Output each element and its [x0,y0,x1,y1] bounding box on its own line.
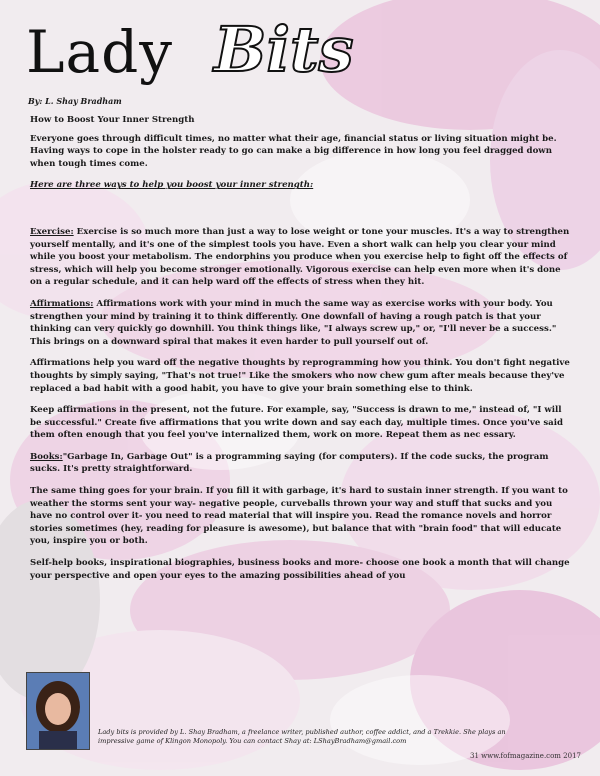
affirmations-paragraph-2: Affirmations help you ward off the negative thoughts by reprogramming how you think. You don't fight negative thoughts by simply saying, "That's not true!" Like the smokers who now chew gum after meals because they've replaced a bad habit with a good habit, you have to give your brain something else to think. [30,358,570,394]
article-body [30,114,570,591]
books-text: "Garbage In, Garbage Out" is a programming saying (for computers). If the code sucks, the program sucks. It's pretty straightforward. [30,451,549,475]
article-heading: How to Boost Your Inner Strength [30,115,195,125]
books-paragraph-2: The same thing goes for your brain. If you fill it with garbage, it's hard to sustain inner strength. If you want to weather the storms sent your way- negative people, curveballs thrown your way and stuff that sucks and you have no control over it- you need to read material that will inspire you. Read the romance novels and horror stories sometimes (hey, reading for pleasure is awesome), but balance that with "brain food" that will educate you, inspire you or both. [30,486,568,547]
exercise-text: Exercise is so much more than just a way to lose weight or tone your muscles. It's a way to strengthen yourself mentally, and it's one of the simplest tools you have. Even a short walk can help you clear your mind while you boost your metabolism. The endorphins you produce when you exercise help to fight off the effects of stress, which will help you become stronger emotionally. Vigorous exercise can help even more when it's done on a regular schedule, and it can help ward off the effects of stress when they hit. [30,226,570,288]
affirmations-lead: Affirmations: [30,298,94,309]
exercise-paragraph [30,226,570,289]
affirmations-text: Affirmations work with your mind in much the same way as exercise works with your body. You strengthen your mind by training it to think differently. One downfall of having a rough patch is that your thinking can very quickly go downhill. You think things like, "I always screw up," or, "I'll never be a success." This brings on a downward spiral that makes it even harder to pull yourself out of. [30,298,557,347]
affirmations-paragraph [30,298,570,348]
affirmations-paragraph-3: Keep affirmations in the present, not the future. For example, say, "Success is drawn to me," instead of, "I will be successful." Create five affirmations that you write down and say each day, multiple times. Once you've said them often enough that you feel you've internalized them, work on more. Repeat them as nec essary. [30,405,564,441]
author-bio: Lady bits is provided by L. Shay Bradham, a freelance writer, published author, coffee addict, and a Trekkie. She plays an impressive game of Klingon Monopoly. You can contact Shay at: LShayBradham@gmail.com [98,728,506,745]
author-photo [26,672,90,750]
intro-paragraph: Everyone goes through difficult times, no matter what their age, financial status or living situation might be. Having ways to cope in the holster ready to go can make a big difference in how long you feel dragged down when tough times come. [30,133,557,169]
section-subhead: Here are three ways to help you boost your inner strength: [30,180,314,191]
title-bits: Bits [214,13,354,86]
books-lead: Books: [30,451,63,462]
title-lady: Lady [26,18,173,86]
byline: By: L. Shay Bradham [28,96,122,106]
exercise-lead: Exercise: [30,226,74,237]
books-paragraph [30,451,570,476]
page-footer: 31 www.fofmagazine.com 2017 [470,752,581,760]
books-paragraph-3: Self-help books, inspirational biographies, business books and more- choose one book a month that will change your perspective and open your eyes to the amazing possibilities ahead of you [30,558,570,581]
